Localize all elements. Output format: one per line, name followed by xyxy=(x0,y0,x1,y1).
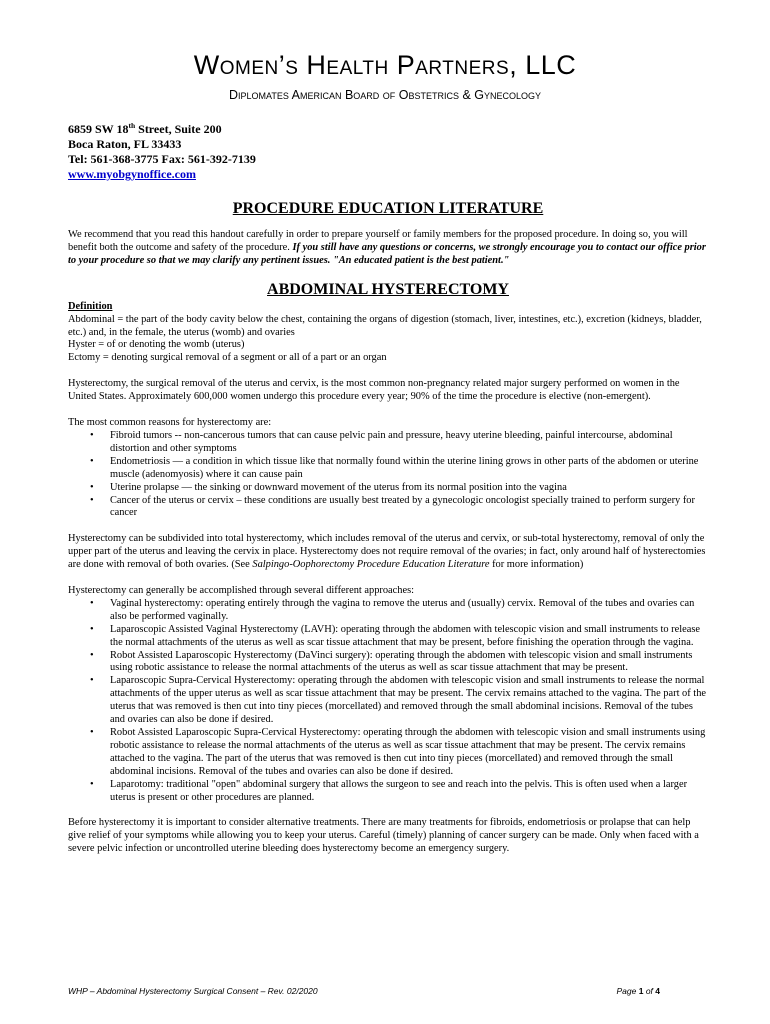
before-paragraph: Before hysterectomy it is important to consider alternative treatments. There are many treatments for fibroids, endometriosis or prolapse that can help give relief of your symptoms while allowing you to keep your uterus. Careful (timely) planning of cancer surgery can be made. Only when faced with a severe pelvic infection or uncontrolled uterine bleeding does hysterectomy become an emergency surgery. xyxy=(68,817,699,855)
list-item-text: Laparoscopic Assisted Vaginal Hysterectomy (LAVH): operating through the abdomen with telescopic vision and small instruments to release the normal attachments of the uterus as well as scar tissue attachment that may be present, before finishing the operation through the vagina. xyxy=(110,623,701,648)
list-item-text: Endometriosis — a condition in which tissue like that normally found within the uterine lining grows in other parts of the abdomen or uterine muscle (adenomyosis) where it can cause pain xyxy=(110,455,699,480)
list-item xyxy=(68,495,708,521)
list-item-text: Laparoscopic Supra-Cervical Hysterectomy: operating through the abdomen with telescopic vision and small instruments to release the normal attachments of the upper uterus as well as scar tissue attachment that may be present. The cervix remains attached to the vagina. The part of the uterus that was removed is then cut into tiny pieces (morcellated) and removed through the small abdominal incisions. Removal of the tubes and ovaries can also be done if desired. xyxy=(110,675,706,726)
list-item-text: Robot Assisted Laparoscopic Supra-Cervical Hysterectomy: operating through the abdomen with telescopic vision and small instruments using robotic assistance to release the normal attachments of the uterus as well as scar tissue attachment that may be present. The cervix remains attached to the vagina. The part of the uterus that was removed is then cut into tiny pieces (morcellated) and removed through the small abdominal incisions. Removal of the tubes and ovaries can also be done if desired. xyxy=(110,727,706,777)
street-number: 6859 SW 18 xyxy=(68,122,129,136)
address-phone: Tel: 561-368-3775 Fax: 561-392-7139 xyxy=(68,152,256,166)
list-item-text: Vaginal hysterectomy: operating entirely through the vagina to remove the uterus and (usually) cervix. Removal of the tubes and ovaries can also be performed vaginally. xyxy=(110,597,695,622)
document-body xyxy=(68,200,708,869)
footer-revision: WHP – Abdominal Hysterectomy Surgical Consent – Rev. 02/2020 xyxy=(68,986,318,996)
bullet-icon: • xyxy=(90,481,94,493)
total-pages: 4 xyxy=(655,986,660,996)
literature-reference: Salpingo-Oophorectomy Procedure Education Literature xyxy=(252,559,490,571)
current-page: 1 xyxy=(638,986,644,996)
page-footer xyxy=(68,986,660,996)
bullet-icon: • xyxy=(90,623,94,635)
bullet-icon: • xyxy=(90,727,94,738)
procedure-heading: ABDOMINAL HYSTERECTOMY xyxy=(267,280,509,298)
letterhead-subtitle: Diplomates American Board of Obstetrics & Gynecology xyxy=(228,88,541,102)
definition-list xyxy=(68,314,708,366)
letterhead-title: Women’s Health Partners, LLC xyxy=(193,50,577,80)
list-item xyxy=(68,727,708,779)
overview-paragraph: Hysterectomy, the surgical removal of the uterus and cervix, is the most common non-pregnancy related major surgery performed on women in the United States. Approximately 600,000 women undergo this procedure every year; 90% of the time the procedure is elective (non-emergent). xyxy=(68,378,680,403)
list-item-text: Laparotomy: traditional "open" abdominal surgery that allows the surgeon to see and reach into the pelvis. This is often used when a larger uterus is present or other procedures are planned. xyxy=(110,778,688,803)
page-number xyxy=(617,986,661,996)
definition-line: Hyster = of or denoting the womb (uterus) xyxy=(68,339,245,351)
list-item-text: Cancer of the uterus or cervix – these conditions are usually best treated by a gynecologic oncologist specially trained to perform surgery for cancer xyxy=(110,494,695,519)
page-label: Page xyxy=(616,986,639,996)
subdivided-paragraph xyxy=(68,533,708,572)
page-title: PROCEDURE EDUCATION LITERATURE xyxy=(232,200,544,217)
list-item xyxy=(68,482,708,495)
bullet-icon: • xyxy=(90,597,94,609)
bullet-icon: • xyxy=(90,675,94,687)
office-address xyxy=(68,118,256,182)
subdivided-tail: for more information) xyxy=(489,559,584,571)
street-suffix: th xyxy=(128,121,136,130)
list-item-text: Robot Assisted Laparoscopic Hysterectomy (DaVinci surgery): operating through the abdomen with telescopic vision and small instruments using robotic assistance to release the normal attachments of the uterus as well as scar tissue attachment that may be present. xyxy=(110,649,693,674)
bullet-icon: • xyxy=(90,778,94,790)
intro-text: We recommend that you read this handout carefully in order to prepare yourself or family members for the proposed procedure. In doing so, you will benefit both the outcome and safety of the procedure. xyxy=(68,229,688,253)
intro-paragraph xyxy=(68,229,708,268)
of-label: of xyxy=(643,986,656,996)
reasons-list xyxy=(68,430,708,520)
definition-line: Ectomy = denoting surgical removal of a segment or all of a part or an organ xyxy=(68,352,387,364)
bullet-icon: • xyxy=(90,649,94,661)
bullet-icon: • xyxy=(90,494,94,506)
list-item xyxy=(68,779,708,805)
definition-heading: Definition xyxy=(68,300,113,312)
list-item-text: Fibroid tumors -- non-cancerous tumors that can cause pelvic pain and pressure, heavy uterine bleeding, painful intercourse, abdominal distortion and other symptoms xyxy=(110,429,673,454)
list-item-text: Uterine prolapse — the sinking or downward movement of the uterus from its normal position into the vagina xyxy=(110,481,567,493)
website-link[interactable]: www.myobgynoffice.com xyxy=(68,167,196,181)
address-street xyxy=(68,118,256,137)
list-item xyxy=(68,456,708,482)
street-name: Street, Suite 200 xyxy=(135,122,222,136)
list-item xyxy=(68,598,708,624)
list-item xyxy=(68,430,708,456)
approaches-list xyxy=(68,598,708,805)
bullet-icon: • xyxy=(90,429,94,441)
bullet-icon: • xyxy=(90,455,94,467)
definition-line: Abdominal = the part of the body cavity below the chest, containing the organs of digestion (stomach, liver, intestines, etc.), excretion (kidneys, bladder, etc.) and, in the female, the uterus (womb) and ovaries xyxy=(68,313,702,338)
list-item xyxy=(68,624,708,650)
approaches-intro: Hysterectomy can generally be accomplished through several different approaches: xyxy=(68,585,415,597)
list-item xyxy=(68,675,708,727)
reasons-intro: The most common reasons for hysterectomy are: xyxy=(68,417,272,429)
subdivided-text: Hysterectomy can be subdivided into total hysterectomy, which includes removal of the uterus and cervix, or sub-total hysterectomy, removal of only the upper part of the uterus and leaving the cervix in place. Hysterectomy does not require removal of the ovaries; in fact, only around half of hysterectomies are done with removal of both ovaries. (See xyxy=(68,533,706,571)
intro-emphasis: If you still have any questions or concerns, we strongly encourage you to contact our office prior to your procedure so that we may clarify any pertinent issues. "An educated patient is the best patient." xyxy=(68,241,706,266)
address-city: Boca Raton, FL 33433 xyxy=(68,137,182,151)
list-item xyxy=(68,650,708,676)
